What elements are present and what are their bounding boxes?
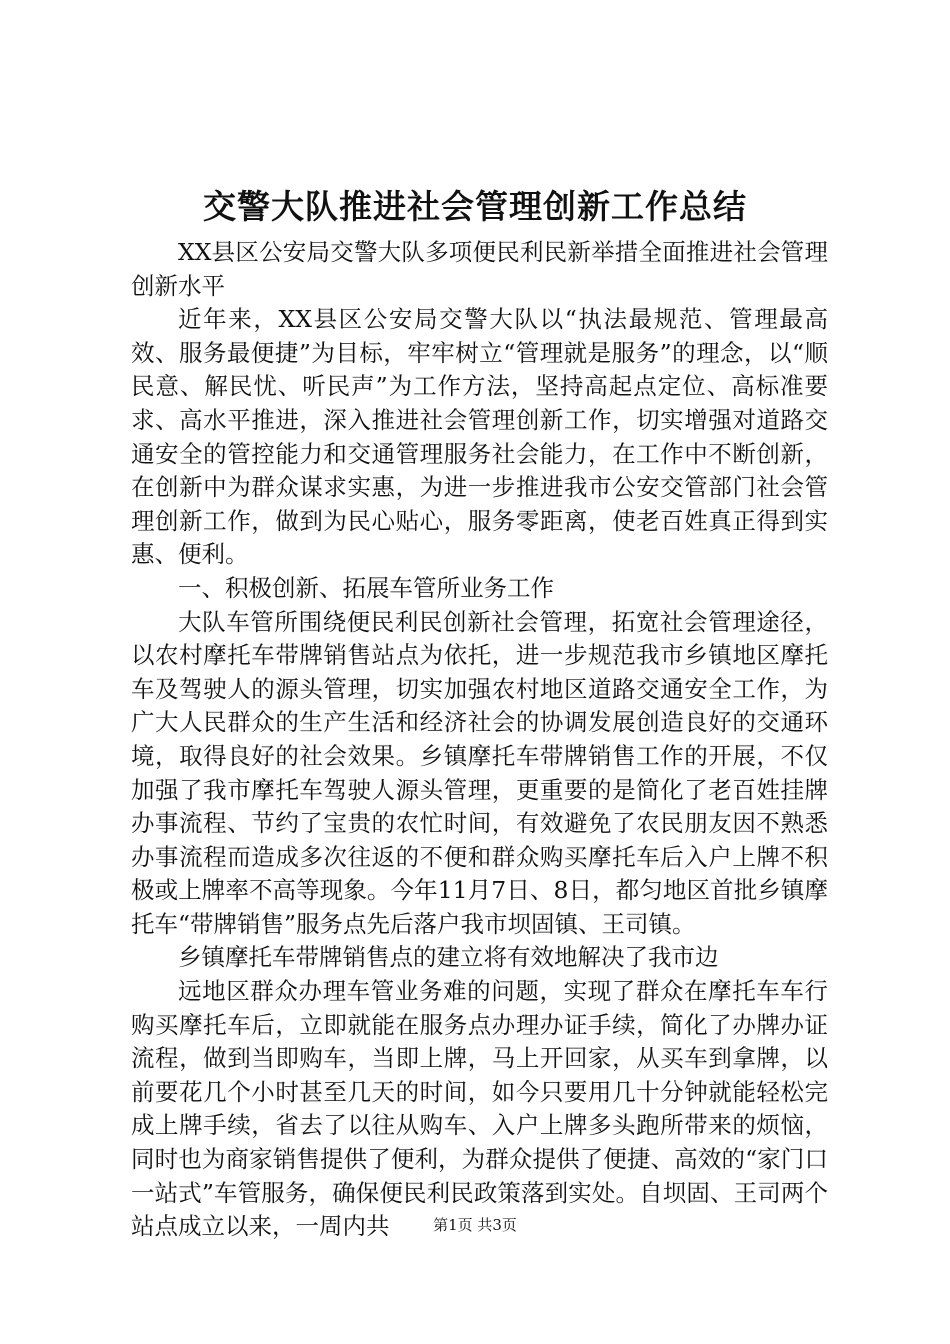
document-title: 交警大队推进社会管理创新工作总结 (203, 187, 747, 226)
paragraph-subtitle: XX县区公安局交警大队多项便民利民新举措全面推进社会管理创新水平 (131, 238, 828, 300)
paragraph-sales-point: 乡镇摩托车带牌销售点的建立将有效地解决了我市边 (178, 943, 719, 972)
paragraph-intro: 近年来，XX县区公安局交警大队以“执法最规范、管理最高效、服务最便捷”为目标，牢牢树立“管理就是服务”的理念，以“顺民意、解民忧、听民声”为工作方法，坚持高起点定位、高标准要求、高水平推进，深入推进社会管理创新工作，切实增强对道路交通安全的管控能力和交通管理服务社会能力，在工作中不断创新，在创新中为群众谋求实惠，为进一步推进我市公安交管部门社会管理创新工作，做到为民心贴心，服务零距离，使老百姓真正得到实惠、便利。 (131, 305, 828, 569)
document-body (131, 236, 828, 1244)
paragraph-vehicle-office: 大队车管所围绕便民利民创新社会管理，拓宽社会管理途径，以农村摩托车带牌销售站点为依托，进一步规范我市乡镇地区摩托车及驾驶人的源头管理，切实加强农村地区道路交通安全工作，为广大人民群众的生产生活和经济社会的协调发展创造良好的交通环境，取得良好的社会效果。乡镇摩托车带牌销售工作的开展，不仅加强了我市摩托车驾驶人源头管理，更重要的是简化了老百姓挂牌办事流程、节约了宝贵的农忙时间，有效避免了农民朋友因不熟悉办事流程而造成多次往返的不便和群众购买摩托车后入户上牌不积极或上牌率不高等现象。今年11月7日、8日，都匀地区首批乡镇摩托车“带牌销售”服务点先后落户我市坝固镇、王司镇。 (131, 607, 828, 938)
paragraph-remote-areas: 远地区群众办理车管业务难的问题，实现了群众在摩托车车行购买摩托车后，立即就能在服务点办理办证手续，简化了办牌办证流程，做到当即购车，当即上牌，马上开回家，从买车到拿牌，以前要花几个小时甚至几天的时间，如今只要用几十分钟就能轻松完成上牌手续，省去了以往从购车、入户上牌多头跑所带来的烦恼，同时也为商家销售提供了便利，为群众提供了便捷、高效的“家门口一站式”车管服务，确保便民利民政策落到实处。自坝固、王司两个站点成立以来，一周内共 (131, 977, 828, 1241)
section-heading: 一、积极创新、拓展车管所业务工作 (178, 573, 554, 602)
page-number-footer: 第1页 共3页 (433, 1216, 517, 1234)
